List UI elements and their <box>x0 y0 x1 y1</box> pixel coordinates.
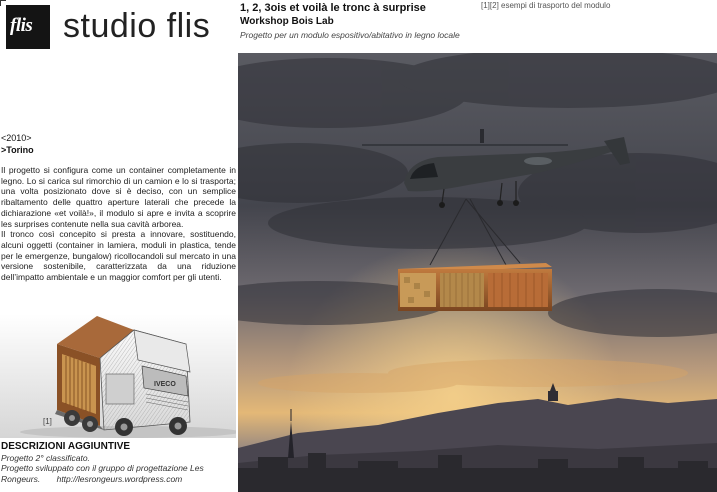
figure-1-label: [1] <box>43 417 52 426</box>
project-title: 1, 2, 3ois et voilà le tronc à surprise <box>240 2 426 14</box>
logo-text: flis <box>10 15 33 36</box>
extra-line-award: Progetto 2° classificato. <box>1 453 90 463</box>
project-body <box>1 165 236 283</box>
body-paragraph-2: Il tronco così concepito si presta a innovare, sostituendo, alcuni oggetti (container in lamiera, moduli in plastica, tende per le emergenze, bungalow) ricollocandoli sul mercato in una versione sostenibile, caratterizzata da una riduzione dell’impatto ambientale e un maggior comfort per gli utenti. <box>1 229 236 283</box>
project-subtitle: Workshop Bois Lab <box>240 16 334 27</box>
team-website-link[interactable]: http://lesrongeurs.wordpress.com <box>56 473 183 484</box>
project-year: <2010> <box>1 133 32 143</box>
image-caption: [1][2] esempi di trasporto del modulo <box>481 1 611 10</box>
extra-team-text: Progetto sviluppato con il gruppo di progettazione Les Rongeurs. <box>1 463 204 484</box>
extra-line-team <box>1 463 236 484</box>
body-paragraph-1: Il progetto si configura come un container completamente in legno. Lo si carica sul rimorchio di un camion e lo si trasporta; una volta posizionato dove si è deciso, con un semplice ribaltamento delle quattro aperture laterali che precede la dichiarazione «et voilà!», il modulo si apre e invita a scoprire les surprises contenute nella sua cavità arborea. <box>1 165 236 229</box>
project-city: >Torino <box>1 145 34 155</box>
truck-brand-text: IVECO <box>154 381 176 388</box>
studio-logo[interactable] <box>6 5 50 49</box>
helicopter-module-photo[interactable] <box>238 53 717 492</box>
extra-descriptions-heading: DESCRIZIONI AGGIUNTIVE <box>1 441 131 452</box>
project-description: Progetto per un modulo espositivo/abitativo in legno locale <box>240 30 460 40</box>
wooden-module-figure <box>398 263 552 311</box>
studio-name[interactable]: studio flis <box>63 7 211 45</box>
truck-sketch-image[interactable] <box>0 314 236 438</box>
